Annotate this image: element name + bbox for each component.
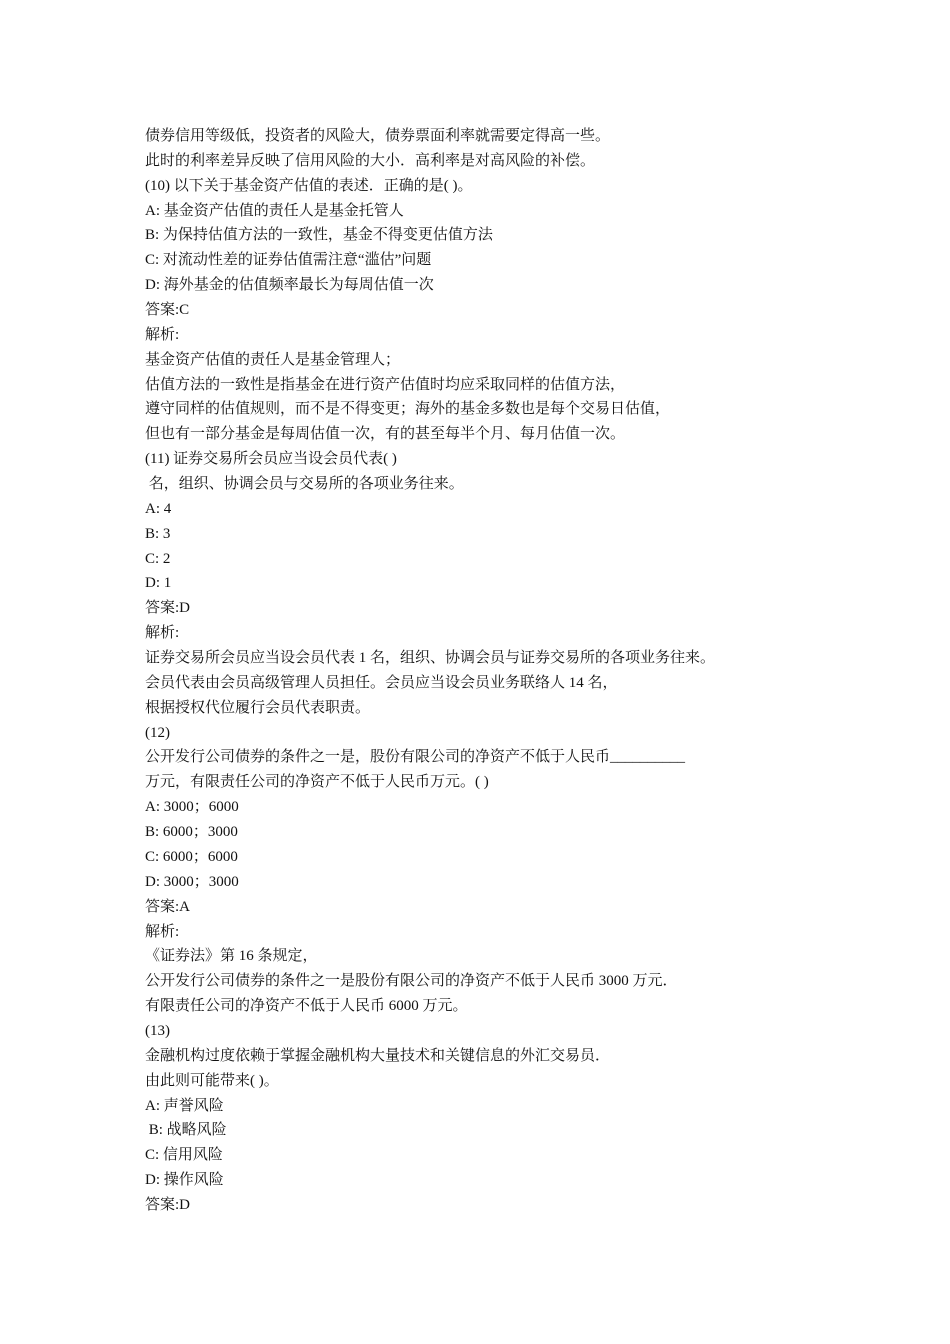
text-line: 基金资产估值的责任人是基金管理人； — [145, 351, 401, 368]
text-line: C: 6000；6000 — [145, 848, 238, 865]
text-line: 答案:A — [145, 898, 191, 915]
text-line: 《证券法》第 16 条规定， — [145, 948, 318, 965]
text-line: B: 战略风险 — [145, 1122, 227, 1139]
text-line: D: 操作风险 — [145, 1172, 224, 1189]
text-line: B: 为保持估值方法的一致性，基金不得变更估值方法 — [145, 227, 493, 244]
text-line: 公开发行公司债券的条件之一是，股份有限公司的净资产不低于人民币__________ — [145, 749, 686, 766]
text-line: 估值方法的一致性是指基金在进行资产估值时均应采取同样的估值方法， — [145, 376, 626, 393]
text-line: 根据授权代位履行会员代表职责。 — [145, 699, 371, 716]
text-line: 有限责任公司的净资产不低于人民币 6000 万元。 — [145, 998, 468, 1015]
text-line: D: 3000；3000 — [145, 873, 239, 890]
text-line: 金融机构过度依赖于掌握金融机构大量技术和关键信息的外汇交易员． — [145, 1047, 611, 1064]
text-line: D: 1 — [145, 575, 172, 592]
text-line: 此时的利率差异反映了信用风险的大小．高利率是对高风险的补偿。 — [145, 152, 596, 169]
text-line: 由此则可能带来( )。 — [145, 1072, 279, 1089]
text-line: 答案:C — [145, 302, 190, 319]
text-line: C: 2 — [145, 550, 171, 567]
text-line: C: 信用风险 — [145, 1147, 223, 1164]
text-line: (10) 以下关于基金资产估值的表述．正确的是( )。 — [145, 177, 473, 194]
text-line: A: 3000；6000 — [145, 799, 239, 816]
text-line: 解析: — [145, 326, 180, 343]
text-line: B: 3 — [145, 525, 171, 542]
text-line: 答案:D — [145, 1196, 191, 1213]
text-line: 公开发行公司债券的条件之一是股份有限公司的净资产不低于人民币 3000 万元． — [145, 973, 678, 990]
text-line: A: 声誉风险 — [145, 1097, 224, 1114]
text-line: 会员代表由会员高级管理人员担任。会员应当设会员业务联络人 14 名， — [145, 674, 618, 691]
text-line: A: 4 — [145, 500, 172, 517]
text-line: (11) 证券交易所会员应当设会员代表( ) — [145, 451, 397, 468]
text-line: 答案:D — [145, 600, 191, 617]
text-line: 解析: — [145, 625, 180, 642]
text-line: 名，组织、协调会员与交易所的各项业务往来。 — [145, 476, 464, 493]
text-line: (12) — [145, 724, 170, 741]
text-line: B: 6000；3000 — [145, 824, 238, 841]
text-line: 但也有一部分基金是每周估值一次，有的甚至每半个月、每月估值一次。 — [145, 426, 626, 443]
text-line: 债券信用等级低，投资者的风险大，债券票面利率就需要定得高一些。 — [145, 128, 611, 144]
text-line: 解析: — [145, 923, 180, 940]
text-line: C: 对流动性差的证券估值需注意“滥估”问题 — [145, 252, 432, 269]
text-line: A: 基金资产估值的责任人是基金托管人 — [145, 202, 404, 219]
text-line: (13) — [145, 1022, 170, 1039]
text-line: 遵守同样的估值规则，而不是不得变更；海外的基金多数也是每个交易日估值， — [145, 401, 671, 418]
document-body — [145, 124, 865, 1218]
text-line: 万元，有限责任公司的净资产不低于人民币万元。( ) — [145, 774, 489, 791]
text-line: 证券交易所会员应当设会员代表 1 名，组织、协调会员与证券交易所的各项业务往来。 — [145, 650, 716, 667]
text-line: D: 海外基金的估值频率最长为每周估值一次 — [145, 277, 434, 294]
